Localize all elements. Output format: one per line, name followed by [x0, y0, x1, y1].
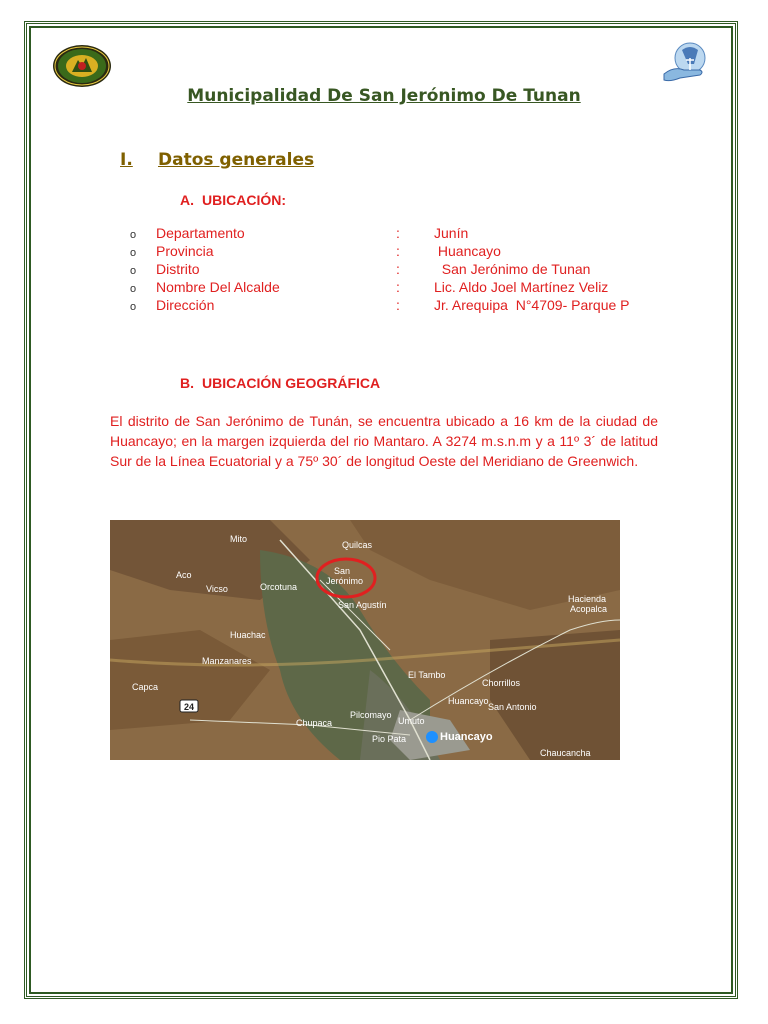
- map-label-manzanares: Manzanares: [202, 656, 252, 666]
- map-label-vicso: Vicso: [206, 584, 228, 594]
- map-label-el-tambo: El Tambo: [408, 670, 446, 680]
- bullet-icon: o: [130, 301, 137, 313]
- satellite-map: [110, 520, 620, 760]
- info-value: Jr. Arequipa N°4709- Parque P: [434, 297, 630, 313]
- info-value: Huancayo: [434, 243, 501, 259]
- info-value: San Jerónimo de Tunan: [434, 261, 591, 277]
- map-label-huancayo-small: Huancayo: [448, 696, 489, 706]
- map-label-pio-pata: Pio Pata: [372, 734, 407, 744]
- section-number: I.: [120, 150, 133, 170]
- bullet-icon: o: [130, 247, 137, 259]
- section-title: Datos generales: [158, 150, 315, 170]
- info-label: Provincia: [156, 243, 214, 259]
- document-title: Municipalidad De San Jerónimo De Tunan: [187, 86, 581, 106]
- map-label-huachac: Huachac: [230, 630, 266, 640]
- map-label-jeronimo: Jerónimo: [326, 576, 364, 586]
- info-label: Nombre Del Alcalde: [156, 279, 280, 295]
- map-label-chupaca: Chupaca: [296, 718, 333, 728]
- map-label-san: San: [334, 566, 351, 576]
- map-label-orcotuna: Orcotuna: [260, 582, 298, 592]
- bullet-icon: o: [130, 229, 137, 241]
- map-label-pilcomayo: Pilcomayo: [350, 710, 392, 720]
- subsection-a-letter: A.: [180, 192, 194, 208]
- map-label-capca: Capca: [132, 682, 159, 692]
- subsection-a-heading: [180, 192, 286, 208]
- info-label: Departamento: [156, 225, 245, 241]
- info-colon: :: [396, 261, 400, 277]
- map-label-acopalca: Acopalca: [570, 604, 608, 614]
- map-label-hacienda: Hacienda: [568, 594, 607, 604]
- subsection-a-title: UBICACIÓN:: [202, 192, 286, 208]
- hands-emblem-logo: [660, 40, 712, 86]
- subsection-b-heading: [180, 375, 380, 391]
- section-heading: [120, 150, 314, 170]
- location-paragraph: El distrito de San Jerónimo de Tunán, se encuentra ubicado a 16 km de la ciudad de Huancayo; en la margen izquierda del rio Mantaro. A 3274 m.s.n.m y a 11º 3´ de latitud Sur de la Línea Ecuatorial y a 75º 30´ de longitud Oeste del Meridiano de Greenwich.: [110, 413, 658, 469]
- municipality-emblem-logo: [52, 44, 112, 88]
- satellite-map-image: [110, 520, 620, 760]
- map-label-route: 24: [184, 702, 195, 712]
- map-label-quilcas: Quilcas: [342, 540, 373, 550]
- subsection-b-title: UBICACIÓN GEOGRÁFICA: [202, 375, 381, 391]
- map-label-umuto: Umuto: [398, 716, 425, 726]
- map-label-huancayo: Huancayo: [440, 731, 493, 743]
- subsection-b-letter: B.: [180, 375, 194, 391]
- info-value: Junín: [434, 225, 469, 241]
- map-label-san-agustin: San Agustín: [338, 600, 387, 610]
- bullet-icon: o: [130, 265, 137, 277]
- info-value: Lic. Aldo Joel Martínez Veliz: [434, 279, 609, 295]
- map-label-chorrillos: Chorrillos: [482, 678, 521, 688]
- info-label: Distrito: [156, 261, 200, 277]
- info-colon: :: [396, 297, 400, 313]
- bullet-icon: o: [130, 283, 137, 295]
- info-colon: :: [396, 243, 400, 259]
- info-colon: :: [396, 279, 400, 295]
- map-label-chaucancha: Chaucancha: [540, 748, 591, 758]
- map-label-aco: Aco: [176, 570, 192, 580]
- info-colon: :: [396, 225, 400, 241]
- map-label-san-antonio: San Antonio: [488, 702, 537, 712]
- info-label: Dirección: [156, 297, 215, 313]
- map-label-mito: Mito: [230, 534, 248, 544]
